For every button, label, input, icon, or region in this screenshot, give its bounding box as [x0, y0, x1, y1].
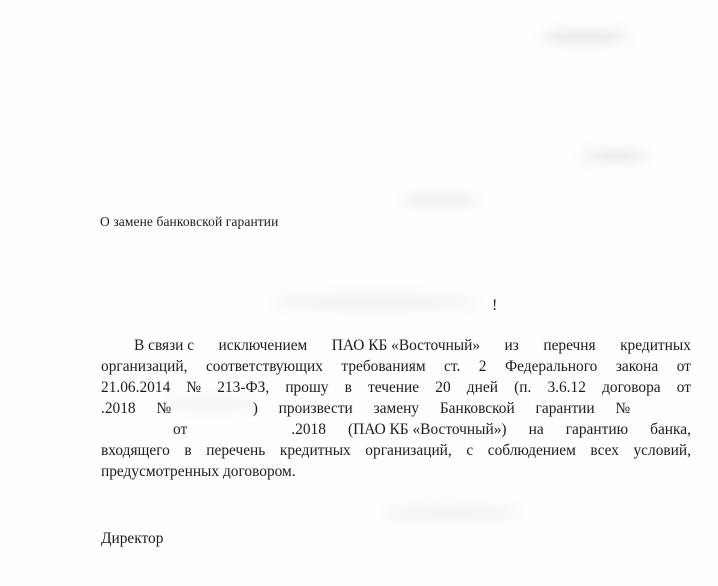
body-word: организаций,: [101, 358, 188, 375]
body-word: 3.6.12: [547, 379, 586, 396]
body-word: организаций,: [365, 442, 452, 459]
body-word: от: [676, 379, 691, 396]
body-word: гарантии: [535, 400, 595, 417]
body-word: с: [466, 442, 474, 459]
body-word: всех: [590, 442, 619, 459]
body-word: исключением: [218, 337, 308, 354]
body-word: дней: [466, 379, 498, 396]
redacted-blank: [209, 419, 269, 440]
redacted-blank: [101, 419, 151, 440]
body-word: условий,: [633, 442, 691, 459]
body-word: (п.: [514, 379, 532, 396]
scan-smudge: [400, 195, 480, 205]
body-word: от: [676, 358, 691, 375]
body-word: течение: [368, 379, 420, 396]
body-word: Федерального: [504, 358, 598, 375]
body-line: [101, 377, 691, 398]
redacted-blank: [651, 398, 691, 419]
body-word: произвести: [278, 400, 353, 417]
body-word: №: [186, 379, 202, 396]
body-word: требованиям: [341, 358, 426, 375]
redaction-smudge: [270, 295, 480, 309]
body-word: кредитных: [620, 337, 691, 354]
body-word: кредитных: [279, 442, 351, 459]
body-word: предусмотренных договором.: [101, 463, 296, 480]
body-line: [101, 440, 691, 461]
scan-smudge: [540, 30, 630, 44]
body-word: входящего: [101, 442, 170, 459]
body-word: из: [504, 337, 519, 354]
body-word: 20: [435, 379, 451, 396]
scan-smudge: [380, 505, 520, 521]
body-line: [101, 335, 691, 356]
body-word: (ПАО КБ «Восточный»): [347, 421, 507, 438]
body-word: ст.: [444, 358, 461, 375]
body-word: в: [344, 379, 352, 396]
body-word: Банковской: [439, 400, 515, 417]
body-word: в: [184, 442, 192, 459]
redacted-blank: [192, 398, 232, 419]
signature-title: Директор: [101, 530, 164, 547]
body-word: банка,: [650, 421, 691, 438]
body-word: 2: [478, 358, 487, 375]
body-word: замену: [373, 400, 420, 417]
body-word: на: [528, 421, 544, 438]
body-line: [101, 419, 691, 440]
body-word: соответствующих: [205, 358, 323, 375]
document-subject: О замене банковской гарантии: [100, 214, 279, 229]
body-word: закона: [615, 358, 659, 375]
body-word: В связи с: [134, 337, 195, 354]
body-word: №: [615, 400, 631, 417]
greeting-exclamation: !: [492, 297, 498, 314]
body-word: прошу: [285, 379, 329, 396]
scan-smudge: [580, 150, 650, 162]
body-word: ): [252, 400, 258, 417]
body-line: [101, 461, 691, 482]
document-body: [101, 335, 691, 482]
body-line: [101, 398, 691, 419]
body-word: гарантию: [565, 421, 629, 438]
body-word: перечня: [543, 337, 596, 354]
body-line: [101, 356, 691, 377]
body-word: 213-ФЗ,: [217, 379, 270, 396]
body-word: договора: [602, 379, 661, 396]
body-word: перечень: [206, 442, 266, 459]
body-word: от: [173, 421, 188, 438]
body-word: .2018: [101, 400, 136, 417]
body-word: 21.06.2014: [101, 379, 171, 396]
body-word: соблюдением: [487, 442, 576, 459]
body-word: ПАО КБ «Восточный»: [331, 337, 481, 354]
body-word: .2018: [291, 421, 326, 438]
body-word: №: [156, 400, 172, 417]
